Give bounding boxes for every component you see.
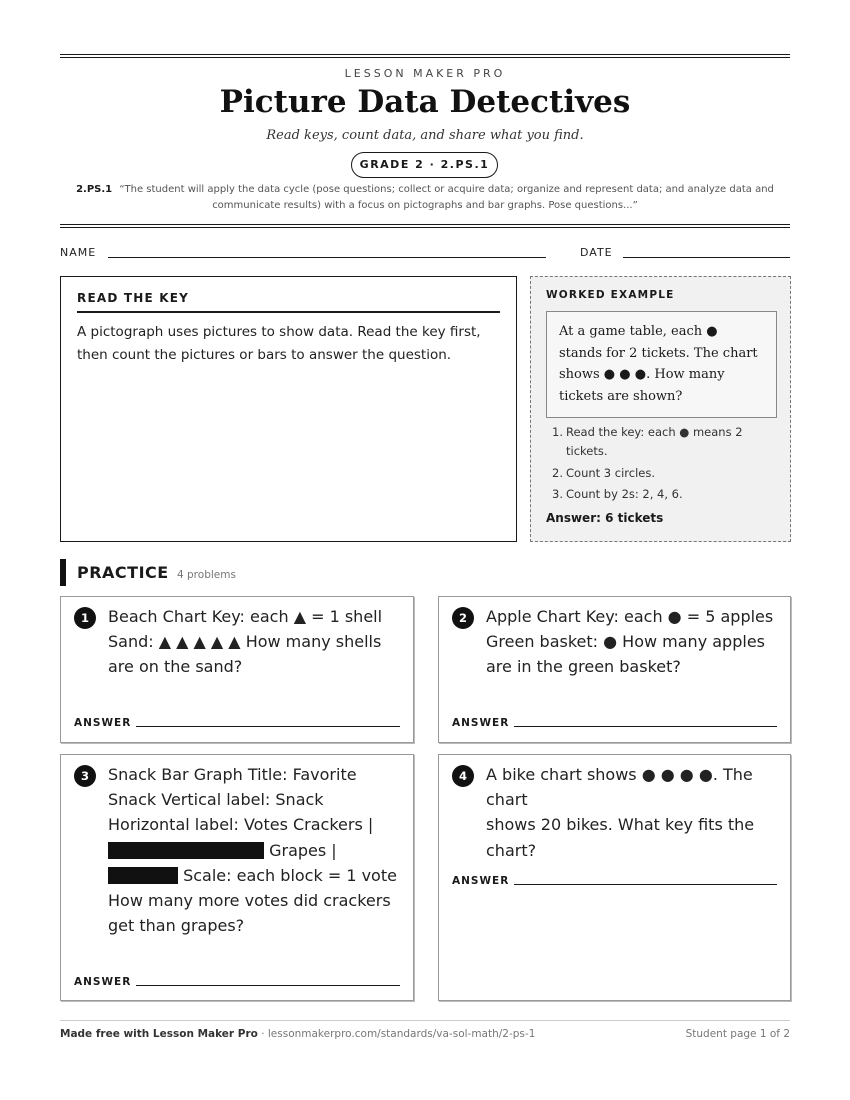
standard-code: 2.PS.1 bbox=[76, 184, 113, 195]
problem-card-2 bbox=[438, 596, 791, 743]
worked-step-number: 1. bbox=[552, 425, 563, 439]
question-line: A bike chart shows ● ● ● ●. The chart bbox=[486, 765, 753, 810]
worked-step-text: Read the key: each ● means 2 tickets. bbox=[566, 425, 743, 458]
read-the-key-text: A pictograph uses pictures to show data. Read the key first, then count the pictures or bars to answer the question. bbox=[77, 324, 481, 363]
worksheet-subtitle: Read keys, count data, and share what you find. bbox=[266, 128, 584, 143]
read-the-key-panel bbox=[60, 276, 517, 542]
answer-line[interactable] bbox=[514, 884, 777, 885]
answer-line[interactable] bbox=[514, 726, 777, 727]
worked-step-number: 2. bbox=[552, 465, 563, 480]
brand-name: LESSON MAKER PRO bbox=[344, 67, 506, 80]
problem-question bbox=[486, 762, 790, 863]
crackers-bar-line bbox=[108, 838, 397, 863]
problem-card-1 bbox=[60, 596, 414, 743]
answer-label: ANSWER bbox=[74, 717, 132, 729]
footer-url[interactable]: · lessonmakerpro.com/standards/va-sol-math/2-ps-1 bbox=[257, 1028, 536, 1040]
question-line: Apple Chart Key: each ● = 5 apples bbox=[486, 607, 774, 626]
grapes-label: Grapes | bbox=[264, 840, 337, 860]
question-line: Green basket: ● How many apples bbox=[486, 632, 765, 652]
question-line: Sand: ▲ ▲ ▲ ▲ ▲ How many shells bbox=[108, 632, 382, 652]
answer-line[interactable] bbox=[136, 726, 400, 727]
worked-step-text: Count 3 circles. bbox=[566, 465, 656, 480]
worked-example-heading: WORKED EXAMPLE bbox=[546, 289, 675, 301]
problem-number-badge: 1 bbox=[74, 607, 96, 629]
problem-number-badge: 4 bbox=[452, 765, 474, 787]
top-rule-inner bbox=[60, 57, 790, 58]
problem-number-badge: 3 bbox=[74, 765, 96, 787]
answer-label: ANSWER bbox=[452, 875, 510, 887]
grapes-bar bbox=[108, 867, 178, 884]
date-line[interactable] bbox=[623, 257, 790, 258]
top-rule bbox=[60, 54, 790, 55]
grade-badge: GRADE 2 · 2.PS.1 bbox=[351, 152, 498, 178]
question-line: get than grapes? bbox=[108, 916, 245, 936]
footer-made-with: Made free with Lesson Maker Pro bbox=[60, 1028, 258, 1040]
worked-example-panel bbox=[530, 276, 791, 542]
practice-accent-bar bbox=[60, 559, 66, 586]
worksheet-title: Picture Data Detectives bbox=[219, 84, 631, 120]
worked-step bbox=[546, 464, 778, 483]
question-line: are in the green basket? bbox=[486, 657, 681, 677]
practice-count: 4 problems bbox=[177, 569, 236, 581]
problem-question bbox=[108, 604, 382, 680]
standard-text: “The student will apply the data cycle (pose questions; collect or acquire data; organize and represent data; and analyze data and communicate results) with a focus on pictographs and bar graphs. Pose questions...” bbox=[119, 184, 774, 211]
standard-description bbox=[75, 182, 775, 214]
question-line: shows 20 bikes. What key fits the bbox=[486, 815, 755, 835]
footer-credit bbox=[60, 1028, 535, 1040]
worked-step bbox=[546, 423, 778, 461]
worked-example-problem: At a game table, each ● stands for 2 tickets. The chart shows ● ● ●. How many tickets are shown? bbox=[546, 311, 777, 418]
worked-step bbox=[546, 485, 778, 504]
problem-question bbox=[486, 604, 773, 680]
problem-card-4 bbox=[438, 754, 791, 1001]
question-line: are on the sand? bbox=[108, 657, 243, 677]
question-line: Snack Vertical label: Snack bbox=[108, 790, 324, 810]
crackers-bar bbox=[108, 842, 264, 859]
question-line: chart? bbox=[486, 840, 537, 860]
header-bottom-rule bbox=[60, 224, 790, 225]
problem-question bbox=[108, 762, 397, 938]
answer-label: ANSWER bbox=[452, 717, 510, 729]
scale-label: Scale: each block = 1 vote bbox=[178, 865, 397, 885]
question-line: Beach Chart Key: each ▲ = 1 shell bbox=[108, 607, 383, 626]
worked-step-number: 3. bbox=[552, 487, 563, 501]
read-the-key-heading: READ THE KEY bbox=[77, 291, 500, 313]
name-label: NAME bbox=[60, 246, 97, 259]
problem-card-3 bbox=[60, 754, 414, 1001]
header-bottom-rule-inner bbox=[60, 227, 790, 228]
problem-number-badge: 2 bbox=[452, 607, 474, 629]
grapes-bar-line bbox=[108, 863, 397, 888]
worked-example-answer: Answer: 6 tickets bbox=[546, 511, 664, 525]
question-line: How many more votes did crackers bbox=[108, 891, 391, 911]
answer-line[interactable] bbox=[136, 985, 400, 986]
name-line[interactable] bbox=[108, 257, 546, 258]
question-line: Horizontal label: Votes Crackers | bbox=[108, 815, 374, 835]
footer-page-number: Student page 1 of 2 bbox=[685, 1028, 790, 1040]
worked-example-steps bbox=[546, 423, 778, 507]
footer-rule bbox=[60, 1020, 790, 1021]
date-label: DATE bbox=[580, 246, 613, 259]
question-line: Snack Bar Graph Title: Favorite bbox=[108, 765, 357, 784]
worked-step-text: Count by 2s: 2, 4, 6. bbox=[566, 487, 683, 501]
answer-label: ANSWER bbox=[74, 976, 132, 988]
practice-title: PRACTICE bbox=[77, 563, 169, 582]
